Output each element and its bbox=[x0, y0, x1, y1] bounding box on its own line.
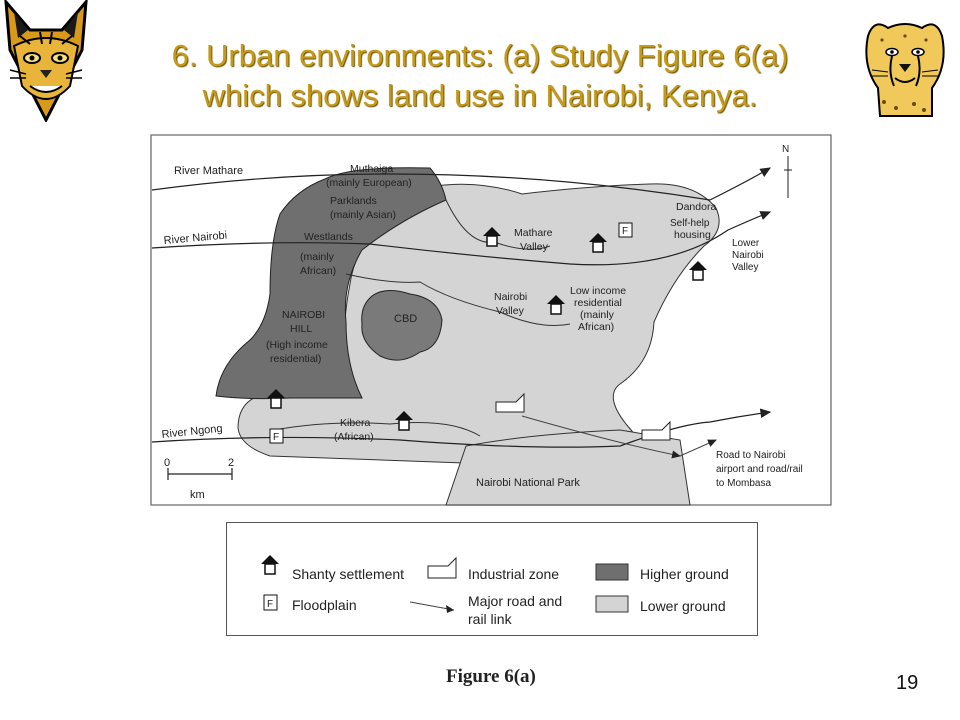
floodplain-icon bbox=[619, 223, 632, 237]
floodplain-icon bbox=[270, 429, 283, 443]
legend-road-label-2: rail link bbox=[468, 611, 512, 627]
page-number: 19 bbox=[896, 672, 919, 694]
westlands-desc-2: African) bbox=[300, 265, 337, 277]
cheetah-icon bbox=[862, 16, 948, 118]
mathare-valley-label-1: Mathare bbox=[514, 227, 553, 239]
nairobi-hill-label-1: NAIROBI bbox=[282, 309, 326, 321]
muthaiga-desc: (mainly European) bbox=[326, 177, 412, 189]
lower-nairobi-valley-2: Nairobi bbox=[732, 250, 764, 261]
nairobi-hill-desc-2: residential) bbox=[270, 353, 322, 365]
scale-end: 2 bbox=[228, 457, 235, 469]
slide-title bbox=[120, 36, 840, 116]
legend-floodplain-label: Floodplain bbox=[292, 597, 357, 613]
scale-start: 0 bbox=[164, 457, 171, 469]
road-label-3: to Mombasa bbox=[716, 478, 772, 489]
title-line-2: which shows land use in Nairobi, Kenya. bbox=[202, 78, 758, 113]
legend-lower-swatch bbox=[596, 596, 628, 612]
kibera-desc: (African) bbox=[334, 431, 374, 443]
river-nairobi-label: River Nairobi bbox=[163, 229, 228, 247]
scale-unit: km bbox=[190, 489, 205, 501]
nairobi-hill-desc-1: (High income bbox=[266, 339, 328, 351]
parklands-label: Parklands bbox=[330, 195, 377, 207]
dandora-label: Dandora bbox=[676, 201, 717, 213]
dandora-desc-2: housing bbox=[674, 229, 711, 241]
legend-lower-label: Lower ground bbox=[640, 598, 726, 614]
legend-road-label-1: Major road and bbox=[468, 593, 563, 609]
river-ngong-label: River Ngong bbox=[161, 422, 224, 441]
low-income-label-1: Low income bbox=[570, 285, 627, 297]
legend-floodplain-icon bbox=[264, 595, 277, 610]
national-park-label: Nairobi National Park bbox=[476, 477, 580, 489]
muthaiga-label: Muthaiga bbox=[350, 163, 394, 175]
cbd-label: CBD bbox=[394, 313, 418, 325]
river-mathare-label: River Mathare bbox=[174, 165, 244, 177]
mathare-valley-label-2: Valley bbox=[520, 241, 548, 253]
westlands-desc-1: (mainly bbox=[300, 251, 334, 263]
westlands-label: Westlands bbox=[304, 231, 353, 243]
legend-shanty-label: Shanty settlement bbox=[292, 566, 405, 582]
nairobi-valley-label-1: Nairobi bbox=[494, 291, 528, 303]
bobcat-icon bbox=[0, 0, 92, 122]
figure-caption: Figure 6(a) bbox=[446, 666, 536, 687]
north-label: N bbox=[782, 144, 790, 155]
title-line-1: 6. Urban environments: (a) Study Figure 6(a) bbox=[171, 38, 789, 73]
nairobi-hill-label-2: HILL bbox=[290, 323, 313, 335]
map-legend bbox=[226, 522, 758, 636]
low-income-label-2: residential bbox=[574, 297, 622, 309]
dandora-desc-1: Self-help bbox=[670, 218, 710, 229]
svg-text:F: F bbox=[267, 599, 274, 610]
lower-nairobi-valley-3: Valley bbox=[732, 262, 759, 273]
road-label-1: Road to Nairobi bbox=[716, 450, 786, 461]
low-income-label-4: African) bbox=[578, 321, 615, 333]
low-income-label-3: (mainly bbox=[580, 309, 614, 321]
legend-industrial-label: Industrial zone bbox=[468, 566, 560, 582]
nairobi-valley-label-2: Valley bbox=[496, 305, 524, 317]
road-label-2: airport and road/rail bbox=[716, 464, 803, 475]
lower-nairobi-valley-1: Lower bbox=[732, 238, 760, 249]
parklands-desc: (mainly Asian) bbox=[330, 209, 396, 221]
legend-higher-label: Higher ground bbox=[640, 566, 729, 582]
kibera-label: Kibera bbox=[340, 417, 371, 429]
nairobi-land-use-map bbox=[150, 134, 832, 506]
svg-text:F: F bbox=[622, 226, 629, 237]
svg-text:F: F bbox=[273, 432, 280, 443]
legend-higher-swatch bbox=[596, 564, 628, 580]
